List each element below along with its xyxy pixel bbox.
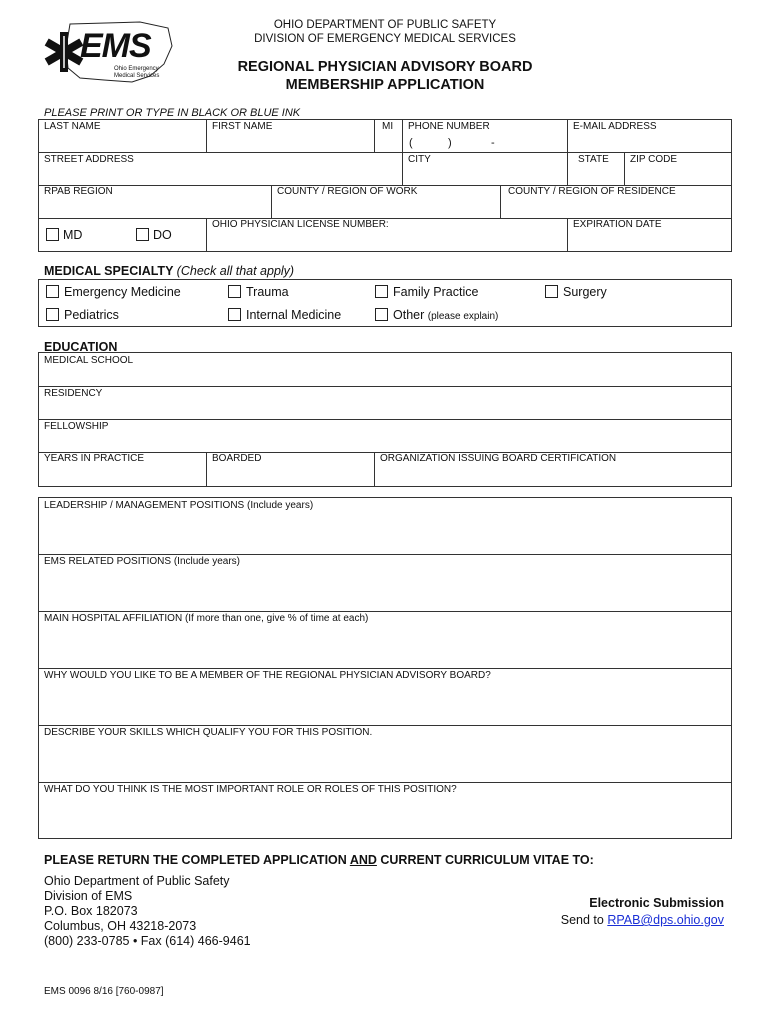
board-org-label: ORGANIZATION ISSUING BOARD CERTIFICATION [380,453,617,464]
surgery-checkbox[interactable] [545,285,558,298]
address-line: P.O. Box 182073 [44,904,138,918]
rpab-region-label: RPAB REGION [44,186,113,197]
form-number: EMS 0096 8/16 [760-0987] [44,986,164,997]
do-label: DO [153,228,172,242]
emergency-medicine-label: Emergency Medicine [64,285,181,299]
surgery-label: Surgery [563,285,607,299]
email-link[interactable]: RPAB@dps.ohio.gov [607,913,724,927]
mi-label: MI [382,121,394,132]
dept-name: OHIO DEPARTMENT OF PUBLIC SAFETY [273,19,497,31]
medical-school-label: MEDICAL SCHOOL [44,355,134,366]
first-name-label: FIRST NAME [212,121,273,132]
hospital-affiliation-question: MAIN HOSPITAL AFFILIATION (If more than one, give % of time at each) [44,613,369,624]
zip-label: ZIP CODE [630,154,678,165]
why-member-question: WHY WOULD YOU LIKE TO BE A MEMBER OF THE REGIONAL PHYSICIAN ADVISORY BOARD? [44,670,491,681]
county-work-label: COUNTY / REGION OF WORK [277,186,418,197]
city-label: CITY [408,154,431,165]
mailing-address [44,874,251,949]
md-checkbox[interactable] [46,228,59,241]
skills-question: DESCRIBE YOUR SKILLS WHICH QUALIFY YOU FOR THIS POSITION. [44,727,373,738]
pediatrics-label: Pediatrics [64,308,119,322]
other-checkbox[interactable] [375,308,388,321]
trauma-label: Trauma [246,285,289,299]
pediatrics-checkbox[interactable] [46,308,59,321]
residency-label: RESIDENCY [44,388,103,399]
family-practice-label: Family Practice [393,285,479,299]
important-role-question: WHAT DO YOU THINK IS THE MOST IMPORTANT ROLE OR ROLES OF THIS POSITION? [44,784,457,795]
internal-medicine-label: Internal Medicine [246,308,342,322]
do-checkbox[interactable] [136,228,149,241]
boarded-label: BOARDED [212,453,262,464]
phone-format-dash: - [491,137,495,149]
address-line: Ohio Department of Public Safety [44,874,230,888]
internal-medicine-checkbox[interactable] [228,308,241,321]
years-in-practice-label: YEARS IN PRACTICE [44,453,145,464]
electronic-submission-heading: Electronic Submission [589,896,724,910]
phone-format-open: ( [409,137,413,149]
leadership-question: LEADERSHIP / MANAGEMENT POSITIONS (Include years) [44,500,314,511]
street-label: STREET ADDRESS [44,154,134,165]
last-name-label: LAST NAME [44,121,101,132]
division-name: DIVISION OF EMERGENCY MEDICAL SERVICES [254,33,516,45]
md-label: MD [63,228,83,242]
family-practice-checkbox[interactable] [375,285,388,298]
other-label: Other (please explain) [393,308,499,322]
phone-label: PHONE NUMBER [408,121,490,132]
county-residence-label: COUNTY / REGION OF RESIDENCE [508,186,676,197]
email-label: E-MAIL ADDRESS [573,121,657,132]
address-line: Columbus, OH 43218-2073 [44,919,197,933]
fellowship-label: FELLOWSHIP [44,421,109,432]
form-title-line2: MEMBERSHIP APPLICATION [285,77,485,93]
phone-format-close: ) [448,137,452,149]
address-line: (800) 233-0785 • Fax (614) 466-9461 [44,934,251,948]
specialty-heading: MEDICAL SPECIALTY (Check all that apply) [44,264,295,278]
address-line: Division of EMS [44,889,133,903]
return-heading: PLEASE RETURN THE COMPLETED APPLICATION AND CURRENT CURRICULUM VITAE TO: [44,853,594,867]
print-instructions: PLEASE PRINT OR TYPE IN BLACK OR BLUE INK [44,107,301,119]
ems-positions-question: EMS RELATED POSITIONS (Include years) [44,556,240,567]
logo-text: EMS [80,27,151,65]
emergency-medicine-checkbox[interactable] [46,285,59,298]
expiration-label: EXPIRATION DATE [573,219,662,230]
state-label: STATE [578,154,609,165]
logo-subtext: Ohio Emergency Medical Services [114,66,160,79]
license-label: OHIO PHYSICIAN LICENSE NUMBER: [212,219,389,230]
form-title-line1: REGIONAL PHYSICIAN ADVISORY BOARD [237,59,533,75]
electronic-submission-line: Send to RPAB@dps.ohio.gov [560,913,724,927]
trauma-checkbox[interactable] [228,285,241,298]
education-heading: EDUCATION [44,340,118,354]
